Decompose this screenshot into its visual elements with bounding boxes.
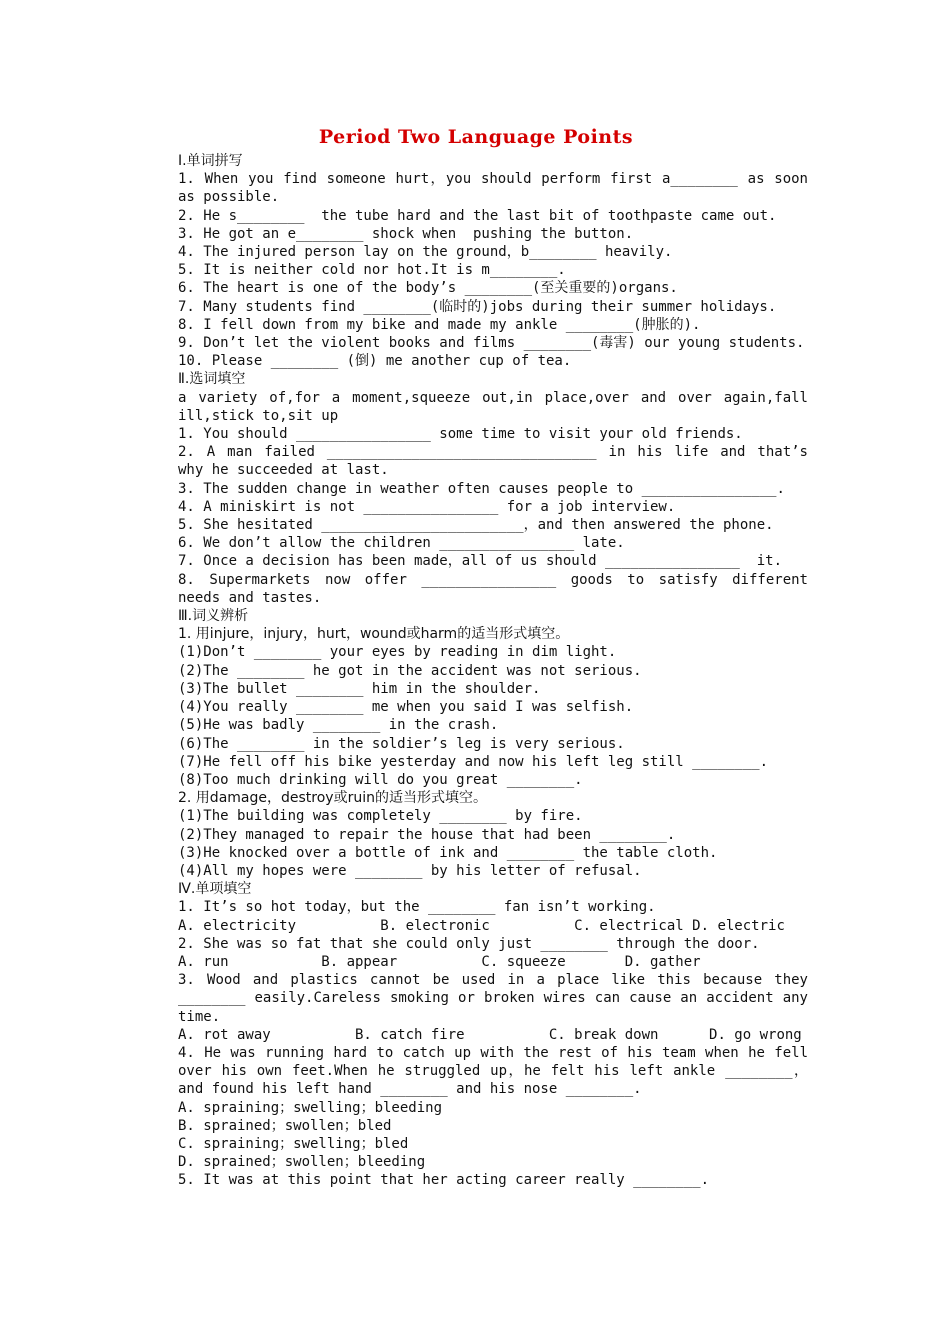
s2-item-6: 6. We don’t allow the children ________________ late. [178,535,625,552]
s4-q4-stem: 4. He was running hard to catch up with the rest of his team when he fell over his own feet.When he struggled up，he felt his left ankle ________，and found his left hand ________ and his nose ________. [178,1044,817,1098]
s4-q1-options: A. electricity B. electronic C. electrical D. electric [178,917,785,934]
s4-q4-option-a: A. spraining；swelling；bleeding [178,1099,443,1116]
page-title: Period Two Language Points [318,126,634,148]
s1-item-9: 9. Don’t let the violent books and films ________(毒害) our young students. [178,335,805,352]
s2-item-5: 5. She hesitated ________________________，and then answered the phone. [178,517,774,534]
s1-item-5: 5. It is neither cold nor hot.It is m________. [178,262,566,279]
s3-part-1-item-1: (1)Don’t ________ your eyes by reading in dim light. [178,644,617,661]
s2-item-4: 4. A miniskirt is not ________________ for a job interview. [178,498,676,515]
s2-word-box: a variety of,for a moment,squeeze out,in place,over and over again,fall ill,stick to,sit up [178,389,817,424]
s3-part-2-item-1: (1)The building was completely ________ by fire. [178,808,583,825]
s3-part-1-item-3: (3)The bullet ________ him in the shoulder. [178,680,541,697]
s4-q2-stem: 2. She was so fat that she could only just ________ through the door. [178,935,760,952]
s1-item-3: 3. He got an e________ shock when pushing the button. [178,225,634,242]
s4-q5-stem: 5. It was at this point that her acting career really ________. [178,1172,710,1189]
s4-q3-stem: 3. Wood and plastics cannot be used in a place like this because they ________ easily.Careless smoking or broken wires can cause an accident any time. [178,972,817,1025]
s2-item-7: 7. Once a decision has been made，all of us should ________________ it. [178,553,783,570]
s3-part-1-instruction: 1. 用injure，injury，hurt，wound或harm的适当形式填空。 [178,626,570,643]
s4-q1-stem: 1. It’s so hot today，but the ________ fan isn’t working. [178,899,656,916]
s1-item-2: 2. He s________ the tube hard and the last bit of toothpaste came out. [178,207,777,224]
s4-q4-option-c: C. spraining；swelling；bled [178,1135,409,1152]
s4-q4-option-d: D. sprained；swollen；bleeding [178,1154,426,1171]
s3-part-2-instruction: 2. 用damage，destroy或ruin的适当形式填空。 [178,790,487,807]
s3-part-1-item-2: (2)The ________ he got in the accident was not serious. [178,662,642,679]
s4-q2-options: A. run B. appear C. squeeze D. gather [178,953,701,970]
s3-part-2-item-4: (4)All my hopes were ________ by his letter of refusal. [178,862,642,879]
s2-item-3: 3. The sudden change in weather often causes people to ________________. [178,480,785,497]
s3-part-2-item-2: (2)They managed to repair the house that had been ________. [178,826,676,843]
s3-part-1-item-6: (6)The ________ in the soldier’s leg is very serious. [178,735,625,752]
s2-item-2: 2. A man failed ________________________________ in his life and that’s why he succeeded at last. [178,444,817,479]
section-1-heading: Ⅰ.单词拼写 [178,153,243,169]
s3-part-1-item-5: (5)He was badly ________ in the crash. [178,717,499,734]
section-3-heading: Ⅲ.词义辨析 [178,608,249,625]
section-2-heading: Ⅱ.选词填空 [178,371,246,388]
s2-item-1: 1. You should ________________ some time to visit your old friends. [178,426,743,443]
s1-item-10: 10. Please ________ (倒) me another cup of tea. [178,353,572,370]
s3-part-1-item-7: (7)He fell off his bike yesterday and now his left leg still ________. [178,753,769,770]
section-4-heading: Ⅳ.单项填空 [178,881,252,898]
s4-q4-option-b: B. sprained；swollen；bled [178,1117,392,1134]
s4-q3-options: A. rot away B. catch fire C. break down D. go wrong [178,1026,802,1043]
s1-item-7: 7. Many students find ________(临时的)jobs during their summer holidays. [178,298,777,315]
worksheet-page [144,120,817,1190]
s3-part-2-item-3: (3)He knocked over a bottle of ink and ________ the table cloth. [178,844,718,861]
s2-item-8: 8. Supermarkets now offer ________________ goods to satisfy different needs and tastes. [178,571,817,606]
s1-item-4: 4. The injured person lay on the ground，b________ heavily. [178,244,673,261]
s3-part-1-item-4: (4)You really ________ me when you said I was selfish. [178,699,634,716]
s1-item-6: 6. The heart is one of the body’s ________(至关重要的)organs. [178,280,678,297]
s1-item-8: 8. I fell down from my bike and made my ankle ________(肿胀的). [178,316,701,333]
s3-part-1-item-8: (8)Too much drinking will do you great ________. [178,771,583,788]
s1-item-1: 1. When you find someone hurt，you should perform first a________ as soon as possible. [178,171,817,206]
